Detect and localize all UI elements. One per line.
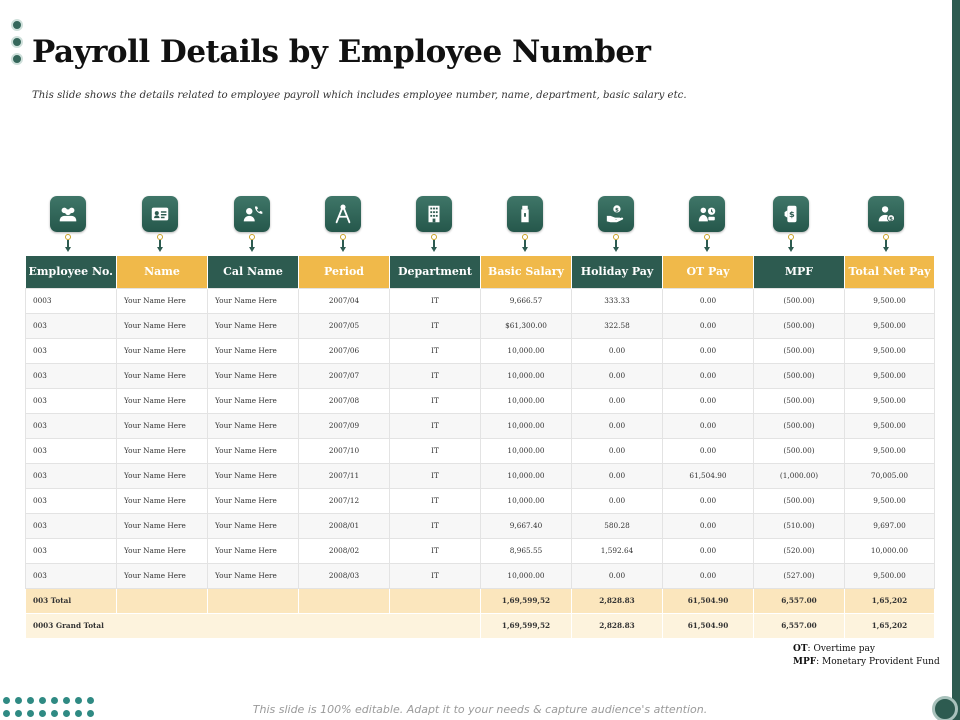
cell-ot-pay: 0.00 [663,313,754,338]
cell-holiday-pay: 0.00 [572,563,663,588]
cell-department: IT [390,288,481,313]
cell-basic-salary: 10,000.00 [481,338,572,363]
cell-holiday-pay: 0.00 [572,363,663,388]
cell-mpf: (500.00) [754,288,845,313]
table-row [26,338,935,363]
cell-period: 2007/04 [299,288,390,313]
cell-department: IT [390,438,481,463]
cell-employee-no: 003 [26,363,117,388]
icon-column-2 [142,196,178,254]
grand-total-label: 0003 Grand Total [26,613,481,638]
person-money-icon [868,196,904,232]
cell-period: 2007/06 [299,338,390,363]
cell-basic-salary: 10,000.00 [481,388,572,413]
cell-cal-name: Your Name Here [208,313,299,338]
grand-ot-pay: 61,504.90 [663,613,754,638]
worker-clock-icon [689,196,725,232]
total-row [26,588,935,613]
cell-total-net-pay: 9,500.00 [845,438,935,463]
cell-name: Your Name Here [117,313,208,338]
cell-mpf: (1,000.00) [754,463,845,488]
cell-holiday-pay: 0.00 [572,388,663,413]
header-department[interactable]: Department [390,256,481,288]
cell-holiday-pay: 333.33 [572,288,663,313]
table-row [26,413,935,438]
cell-employee-no: 003 [26,488,117,513]
grand-net-pay: 1,65,202 [845,613,935,638]
cell-department: IT [390,463,481,488]
cell-mpf: (500.00) [754,388,845,413]
svg-text:$: $ [789,208,795,219]
table-row [26,313,935,338]
svg-text:$: $ [889,216,893,223]
cell-cal-name: Your Name Here [208,338,299,363]
cell-name: Your Name Here [117,388,208,413]
total-basic-salary: 1,69,599,52 [481,588,572,613]
cell-mpf: (500.00) [754,488,845,513]
header-holiday-pay[interactable]: Holiday Pay [572,256,663,288]
cell-cal-name: Your Name Here [208,288,299,313]
cell-mpf: (500.00) [754,413,845,438]
icon-column-7 [598,196,634,254]
cell-department: IT [390,513,481,538]
icon-column-9 [773,196,809,254]
cell-ot-pay: 0.00 [663,513,754,538]
cell-period: 2007/09 [299,413,390,438]
cell-ot-pay: 0.00 [663,388,754,413]
grand-total-row [26,613,935,638]
cell-department: IT [390,363,481,388]
cell-name: Your Name Here [117,463,208,488]
cell-employee-no: 003 [26,313,117,338]
cell-holiday-pay: 322.58 [572,313,663,338]
table-row [26,463,935,488]
cell-employee-no: 003 [26,538,117,563]
table-row [26,513,935,538]
cell-period: 2007/12 [299,488,390,513]
cell-total-net-pay: 9,500.00 [845,563,935,588]
cell-name: Your Name Here [117,488,208,513]
office-building-icon [416,196,452,232]
total-mpf: 6,557.00 [754,588,845,613]
cell-employee-no: 003 [26,513,117,538]
cell-total-net-pay: 70,005.00 [845,463,935,488]
cell-mpf: (510.00) [754,513,845,538]
cell-employee-no: 003 [26,338,117,363]
cell-name: Your Name Here [117,338,208,363]
icon-column-4 [325,196,361,254]
cell-cal-name: Your Name Here [208,563,299,588]
grand-mpf: 6,557.00 [754,613,845,638]
cell-ot-pay: 0.00 [663,288,754,313]
cell-ot-pay: 0.00 [663,363,754,388]
cell-ot-pay: 0.00 [663,563,754,588]
cell-holiday-pay: 1,592.64 [572,538,663,563]
total-label: 003 Total [26,588,117,613]
cell-name: Your Name Here [117,438,208,463]
cell-employee-no: 003 [26,388,117,413]
cell-cal-name: Your Name Here [208,388,299,413]
cell-department: IT [390,388,481,413]
cell-cal-name: Your Name Here [208,463,299,488]
cell-employee-no: 003 [26,463,117,488]
cell-name: Your Name Here [117,413,208,438]
icon-column-3 [234,196,270,254]
table-row [26,438,935,463]
cell-mpf: (500.00) [754,363,845,388]
cell-basic-salary: 8,965.55 [481,538,572,563]
page-title: Payroll Details by Employee Number [32,34,651,70]
bank-tower-icon [507,196,543,232]
cell-ot-pay: 0.00 [663,338,754,363]
cell-basic-salary: 10,000.00 [481,438,572,463]
svg-text:$: $ [615,207,619,214]
cell-mpf: (500.00) [754,438,845,463]
grand-holiday-pay: 2,828.83 [572,613,663,638]
total-ot-pay: 61,504.90 [663,588,754,613]
cell-name: Your Name Here [117,538,208,563]
right-edge-bar [952,0,960,720]
cell-holiday-pay: 580.28 [572,513,663,538]
decorative-dots [11,19,23,70]
cell-holiday-pay: 0.00 [572,413,663,438]
header-cal-name[interactable]: Cal Name [208,256,299,288]
cell-basic-salary: $61,300.00 [481,313,572,338]
cell-basic-salary: 10,000.00 [481,463,572,488]
abbreviation-legend [793,643,940,669]
id-card-icon [142,196,178,232]
cell-period: 2007/08 [299,388,390,413]
hand-coin-icon [598,196,634,232]
total-empty-cell [390,588,481,613]
total-net-pay: 1,65,202 [845,588,935,613]
compass-drafting-icon [325,196,361,232]
table-row [26,288,935,313]
cell-basic-salary: 10,000.00 [481,363,572,388]
header-mpf[interactable]: MPF [754,256,845,288]
cell-ot-pay: 61,504.90 [663,463,754,488]
cell-total-net-pay: 9,500.00 [845,313,935,338]
cell-name: Your Name Here [117,363,208,388]
cell-cal-name: Your Name Here [208,363,299,388]
cell-total-net-pay: 9,697.00 [845,513,935,538]
icon-column-6 [507,196,543,254]
cell-total-net-pay: 9,500.00 [845,413,935,438]
icon-column-5 [416,196,452,254]
header-ot-pay[interactable]: OT Pay [663,256,754,288]
cell-total-net-pay: 9,500.00 [845,363,935,388]
header-name[interactable]: Name [117,256,208,288]
cell-cal-name: Your Name Here [208,488,299,513]
header-period[interactable]: Period [299,256,390,288]
cell-name: Your Name Here [117,563,208,588]
cell-period: 2007/10 [299,438,390,463]
total-empty-cell [208,588,299,613]
cell-cal-name: Your Name Here [208,538,299,563]
icon-column-1 [50,196,86,254]
cell-period: 2008/03 [299,563,390,588]
cell-period: 2007/07 [299,363,390,388]
cell-total-net-pay: 10,000.00 [845,538,935,563]
legend-mpf: MPF: Monetary Provident Fund [793,657,940,667]
total-holiday-pay: 2,828.83 [572,588,663,613]
payroll-table [25,256,935,639]
cell-employee-no: 003 [26,563,117,588]
cell-cal-name: Your Name Here [208,438,299,463]
cell-department: IT [390,338,481,363]
cell-holiday-pay: 0.00 [572,438,663,463]
cell-department: IT [390,413,481,438]
cell-period: 2008/02 [299,538,390,563]
cell-ot-pay: 0.00 [663,413,754,438]
cell-employee-no: 003 [26,413,117,438]
table-row [26,363,935,388]
cell-ot-pay: 0.00 [663,538,754,563]
cell-employee-no: 003 [26,438,117,463]
cell-employee-no: 0003 [26,288,117,313]
table-row [26,538,935,563]
total-empty-cell [299,588,390,613]
cell-holiday-pay: 0.00 [572,463,663,488]
cell-holiday-pay: 0.00 [572,338,663,363]
cell-basic-salary: 9,666.57 [481,288,572,313]
grand-basic-salary: 1,69,599,52 [481,613,572,638]
table-body [26,288,935,638]
cell-total-net-pay: 9,500.00 [845,388,935,413]
cell-period: 2007/05 [299,313,390,338]
cell-name: Your Name Here [117,513,208,538]
total-empty-cell [117,588,208,613]
cell-mpf: (500.00) [754,338,845,363]
header-basic-salary[interactable]: Basic Salary [481,256,572,288]
cell-department: IT [390,538,481,563]
table-row [26,488,935,513]
cell-name: Your Name Here [117,288,208,313]
icon-column-10 [868,196,904,254]
table-row [26,563,935,588]
column-icon-row [25,196,934,254]
cell-total-net-pay: 9,500.00 [845,288,935,313]
table-header-row [26,256,935,288]
cell-department: IT [390,488,481,513]
cell-total-net-pay: 9,500.00 [845,338,935,363]
header-employee-no[interactable]: Employee No. [26,256,117,288]
dollar-phone-icon [773,196,809,232]
users-group-icon [50,196,86,232]
table-row [26,388,935,413]
cell-basic-salary: 10,000.00 [481,488,572,513]
cell-cal-name: Your Name Here [208,413,299,438]
cell-ot-pay: 0.00 [663,438,754,463]
cell-department: IT [390,563,481,588]
cell-ot-pay: 0.00 [663,488,754,513]
cell-department: IT [390,313,481,338]
page-subtitle: This slide shows the details related to employee payroll which includes employee number, name, department, basic salary etc. [32,90,687,101]
cell-mpf: (527.00) [754,563,845,588]
cell-period: 2008/01 [299,513,390,538]
legend-ot: OT: Overtime pay [793,644,875,654]
footer-note: This slide is 100% editable. Adapt it to your needs & capture audience's attention. [252,703,708,716]
header-total-net-pay[interactable]: Total Net Pay [845,256,935,288]
cell-mpf: (520.00) [754,538,845,563]
phone-call-icon [234,196,270,232]
cell-cal-name: Your Name Here [208,513,299,538]
icon-column-8 [689,196,725,254]
cell-total-net-pay: 9,500.00 [845,488,935,513]
cell-basic-salary: 10,000.00 [481,413,572,438]
cell-basic-salary: 10,000.00 [481,563,572,588]
cell-period: 2007/11 [299,463,390,488]
cell-basic-salary: 9,667.40 [481,513,572,538]
cell-holiday-pay: 0.00 [572,488,663,513]
cell-mpf: (500.00) [754,313,845,338]
